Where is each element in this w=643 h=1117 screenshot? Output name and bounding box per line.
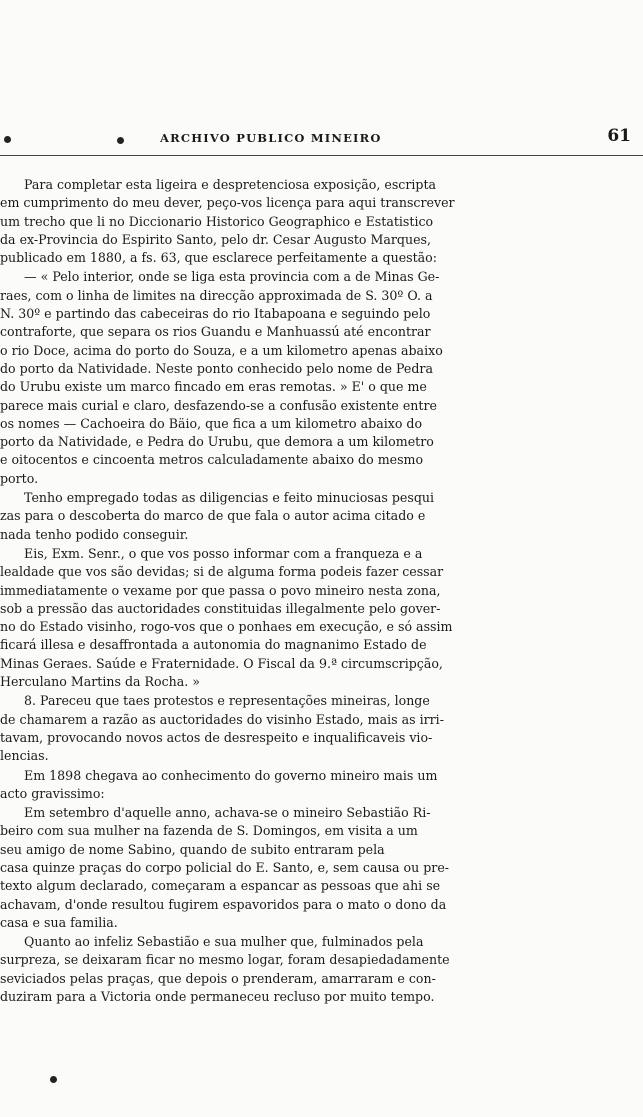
text-line: immediatamente o vexame por que passa o povo mineiro nesta zona, [0, 582, 441, 598]
text-line: os nomes — Cachoeira do Bäio, que fica a um kilometro abaixo do [0, 415, 423, 431]
text-line: N. 30º e partindo das cabeceiras do rio Itabapoana e seguindo pelo [0, 306, 431, 322]
header-title: ARCHIVO PUBLICO MINEIRO [160, 131, 382, 145]
text-line: tavam, provocando novos actos de desrespeito e inqualificaveis vio- [0, 729, 433, 745]
text-line: seu amigo de nome Sabino, quando de subito entraram pela [0, 841, 385, 857]
text-line: Em 1898 chegava ao conhecimento do governo mineiro mais um [0, 767, 438, 783]
text-line: sob a pressão das auctoridades constituidas illegalmente pelo gover- [0, 600, 441, 616]
paragraph [0, 692, 502, 765]
text-line: em cumprimento do meu dever, peço-vos licença para aqui transcrever [0, 195, 455, 211]
text-line: Herculano Martins da Rocha. » [0, 674, 200, 690]
text-line: porto da Natividade, e Pedra do Urubu, que demora a um kilometro [0, 434, 434, 450]
paragraph [0, 268, 502, 488]
text-line: parece mais curial e claro, desfazendo-se a confusão existente entre [0, 397, 437, 413]
text-line: Quanto ao infeliz Sebastião e sua mulher que, fulminados pela [0, 934, 424, 950]
text-line: Eis, Exm. Senr., o que vos posso informar com a franqueza e a [0, 545, 423, 561]
header-rule [0, 155, 643, 156]
text-line: do Urubu existe um marco fincado em eras remotas. » E' o que me [0, 379, 427, 395]
text-line: zas para o descoberta do marco de que fala o autor acima citado e [0, 508, 426, 524]
paragraph [0, 176, 502, 267]
running-header [0, 128, 643, 150]
paragraph [0, 767, 502, 804]
text-line: um trecho que li no Diccionario Historico Geographico e Estatistico [0, 213, 434, 229]
text-line: seviciados pelas praças, que depois o prenderam, amarraram e con- [0, 970, 436, 986]
text-line: ficará illesa e desaffrontada a autonomia do magnanimo Estado de [0, 637, 427, 653]
text-line: no do Estado visinho, rogo-vos que o ponhaes em execução, e só assim [0, 619, 453, 635]
footer-bullet [50, 1076, 57, 1083]
text-line: e oitocentos e cincoenta metros calculadamente abaixo do mesmo [0, 452, 424, 468]
paragraph [0, 489, 502, 544]
text-line: lealdade que vos são devidas; si de alguma forma podeis fazer cessar [0, 564, 444, 580]
text-line: Minas Geraes. Saúde e Fraternidade. O Fiscal da 9.ª circumscripção, [0, 655, 443, 671]
text-line: nada tenho podido conseguir. [0, 526, 189, 542]
text-line: texto algum declarado, começaram a espancar as pessoas que ahi se [0, 878, 441, 894]
text-line: Para completar esta ligeira e despretenciosa exposição, escripta [0, 177, 437, 192]
text-line: achavam, d'onde resultou fugirem espavoridos para o mato o dono da [0, 896, 447, 912]
text-line: da ex-Provincia do Espirito Santo, pelo dr. Cesar Augusto Marques, [0, 231, 431, 247]
text-line: contraforte, que separa os rios Guandu e Manhuassú até encontrar [0, 324, 431, 340]
page-number: 61 [607, 126, 631, 146]
text-line: de chamarem a razão as auctoridades do visinho Estado, mais as irri- [0, 711, 444, 727]
text-line: duziram para a Victoria onde permaneceu recluso por muito tempo. [0, 989, 435, 1005]
text-line: casa e sua familia. [0, 914, 118, 930]
text-line: — « Pelo interior, onde se liga esta provincia com a de Minas Ge- [0, 269, 440, 285]
text-line: beiro com sua mulher na fazenda de S. Domingos, em visita a um [0, 823, 418, 839]
text-line: acto gravissimo: [0, 785, 105, 801]
text-line: publicado em 1880, a fs. 63, que esclarece perfeitamente a questão: [0, 250, 438, 266]
text-line: Em setembro d'aquelle anno, achava-se o mineiro Sebastião Ri- [0, 805, 431, 821]
text-line: lencias. [0, 748, 49, 764]
paragraph [0, 804, 502, 932]
text-line: surpreza, se deixaram ficar no mesmo logar, foram desapiedadamente [0, 952, 450, 968]
text-line: do porto da Natividade. Neste ponto conhecido pelo nome de Pedra [0, 360, 433, 376]
text-line: porto. [0, 470, 39, 486]
text-line: Tenho empregado todas as diligencias e feito minuciosas pesqui [0, 490, 435, 506]
text-line: o rio Doce, acima do porto do Souza, e a um kilometro apenas abaixo [0, 342, 443, 358]
text-line: 8. Pareceu que taes protestos e representações mineiras, longe [0, 693, 430, 709]
text-line: casa quinze praças do corpo policial do E. Santo, e, sem causa ou pre- [0, 859, 450, 875]
text-line: raes, com o linha de limites na direcção approximada de S. 30º O. a [0, 287, 433, 303]
paragraph [0, 545, 502, 691]
body-text [0, 176, 502, 1007]
paragraph [0, 933, 502, 1006]
